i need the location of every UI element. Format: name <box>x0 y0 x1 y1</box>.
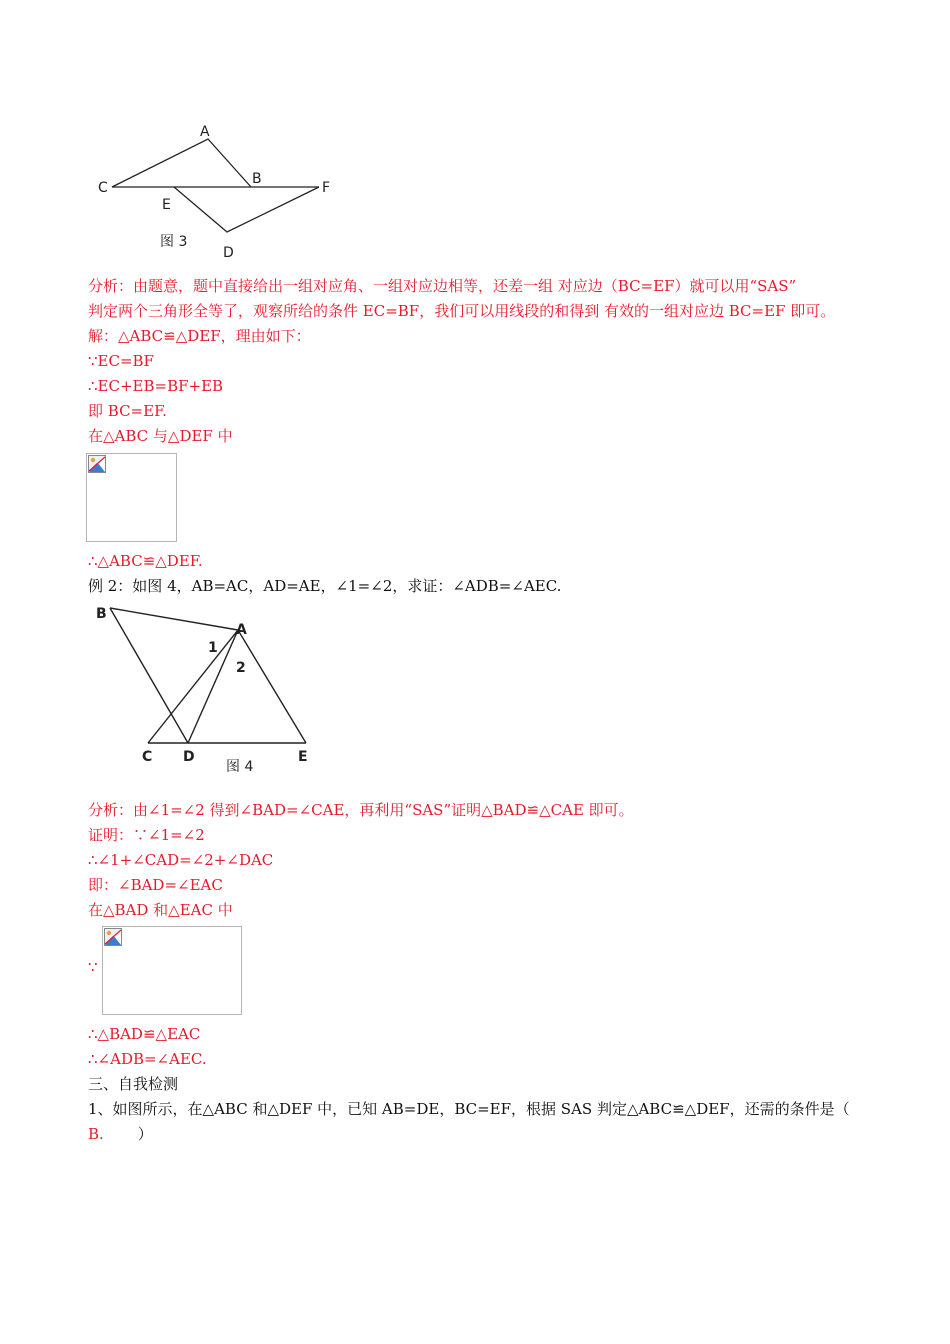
analysis-1-line-1: 分析：由题意，题中直接给出一组对应角、一组对应边相等，还差一组 对应边（BC=EF）就可以用“SAS” <box>88 277 797 295</box>
analysis-1-line-2: 判定两个三角形全等了，观察所给的条件 EC=BF，我们可以用线段的和得到 有效的一组对应边 BC=EF 即可。 <box>88 302 836 320</box>
solution-step-4: 在△ABC 与△DEF 中 <box>88 427 233 445</box>
label-1: 1 <box>208 640 218 656</box>
label-E: E <box>298 749 308 765</box>
solution-step-1: ∵EC=BF <box>88 352 154 370</box>
label-A: A <box>236 622 247 638</box>
question-1-close-paren: ） <box>137 1125 153 1143</box>
proof-conclusion-2: ∴∠ADB=∠AEC. <box>88 1050 207 1068</box>
because-symbol: ∵ <box>88 958 98 976</box>
label-B: B <box>96 606 107 622</box>
analysis-2: 分析：由∠1=∠2 得到∠BAD=∠CAE，再利用“SAS”证明△BAD≌△CAE 即可。 <box>88 801 634 819</box>
label-2: 2 <box>236 660 246 676</box>
image-placeholder-1 <box>86 453 177 542</box>
broken-image-icon <box>104 928 122 946</box>
label-C: C <box>98 180 108 196</box>
label-B: B <box>252 171 262 187</box>
question-1-line-2 <box>88 1124 153 1144</box>
solution-heading: 解：△ABC≌△DEF，理由如下： <box>88 327 311 345</box>
question-1-line-1: 1、如图所示，在△ABC 和△DEF 中，已知 AB=DE，BC=EF，根据 SAS 判定△ABC≌△DEF，还需的条件是（ <box>88 1100 850 1118</box>
solution-step-3: 即 BC=EF. <box>88 402 167 420</box>
figure-3-caption: 图 3 <box>160 234 188 250</box>
figure-4-caption: 图 4 <box>226 759 254 775</box>
label-D: D <box>183 749 195 765</box>
image-placeholder-2 <box>102 926 242 1015</box>
proof-step-2: 即：∠BAD=∠EAC <box>88 876 223 894</box>
label-A: A <box>200 124 210 140</box>
section-3-heading: 三、自我检测 <box>88 1075 179 1093</box>
label-C: C <box>142 749 153 765</box>
proof-step-1: ∴∠1+∠CAD=∠2+∠DAC <box>88 851 274 869</box>
label-E: E <box>162 197 171 213</box>
solution-step-2: ∴EC+EB=BF+EB <box>88 377 224 395</box>
label-D: D <box>223 245 234 261</box>
figure-3 <box>90 120 350 265</box>
proof-conclusion-1: ∴△BAD≌△EAC <box>88 1025 201 1043</box>
broken-image-icon <box>88 455 106 473</box>
proof-step-3: 在△BAD 和△EAC 中 <box>88 901 233 919</box>
question-1-answer: B. <box>88 1125 104 1143</box>
figure-4 <box>88 600 328 780</box>
example-2-statement: 例 2：如图 4，AB=AC，AD=AE，∠1=∠2，求证：∠ADB=∠AEC. <box>88 577 562 595</box>
proof-heading: 证明：∵∠1=∠2 <box>88 826 205 844</box>
label-F: F <box>322 180 331 196</box>
solution-conclusion: ∴△ABC≌△DEF. <box>88 552 203 570</box>
